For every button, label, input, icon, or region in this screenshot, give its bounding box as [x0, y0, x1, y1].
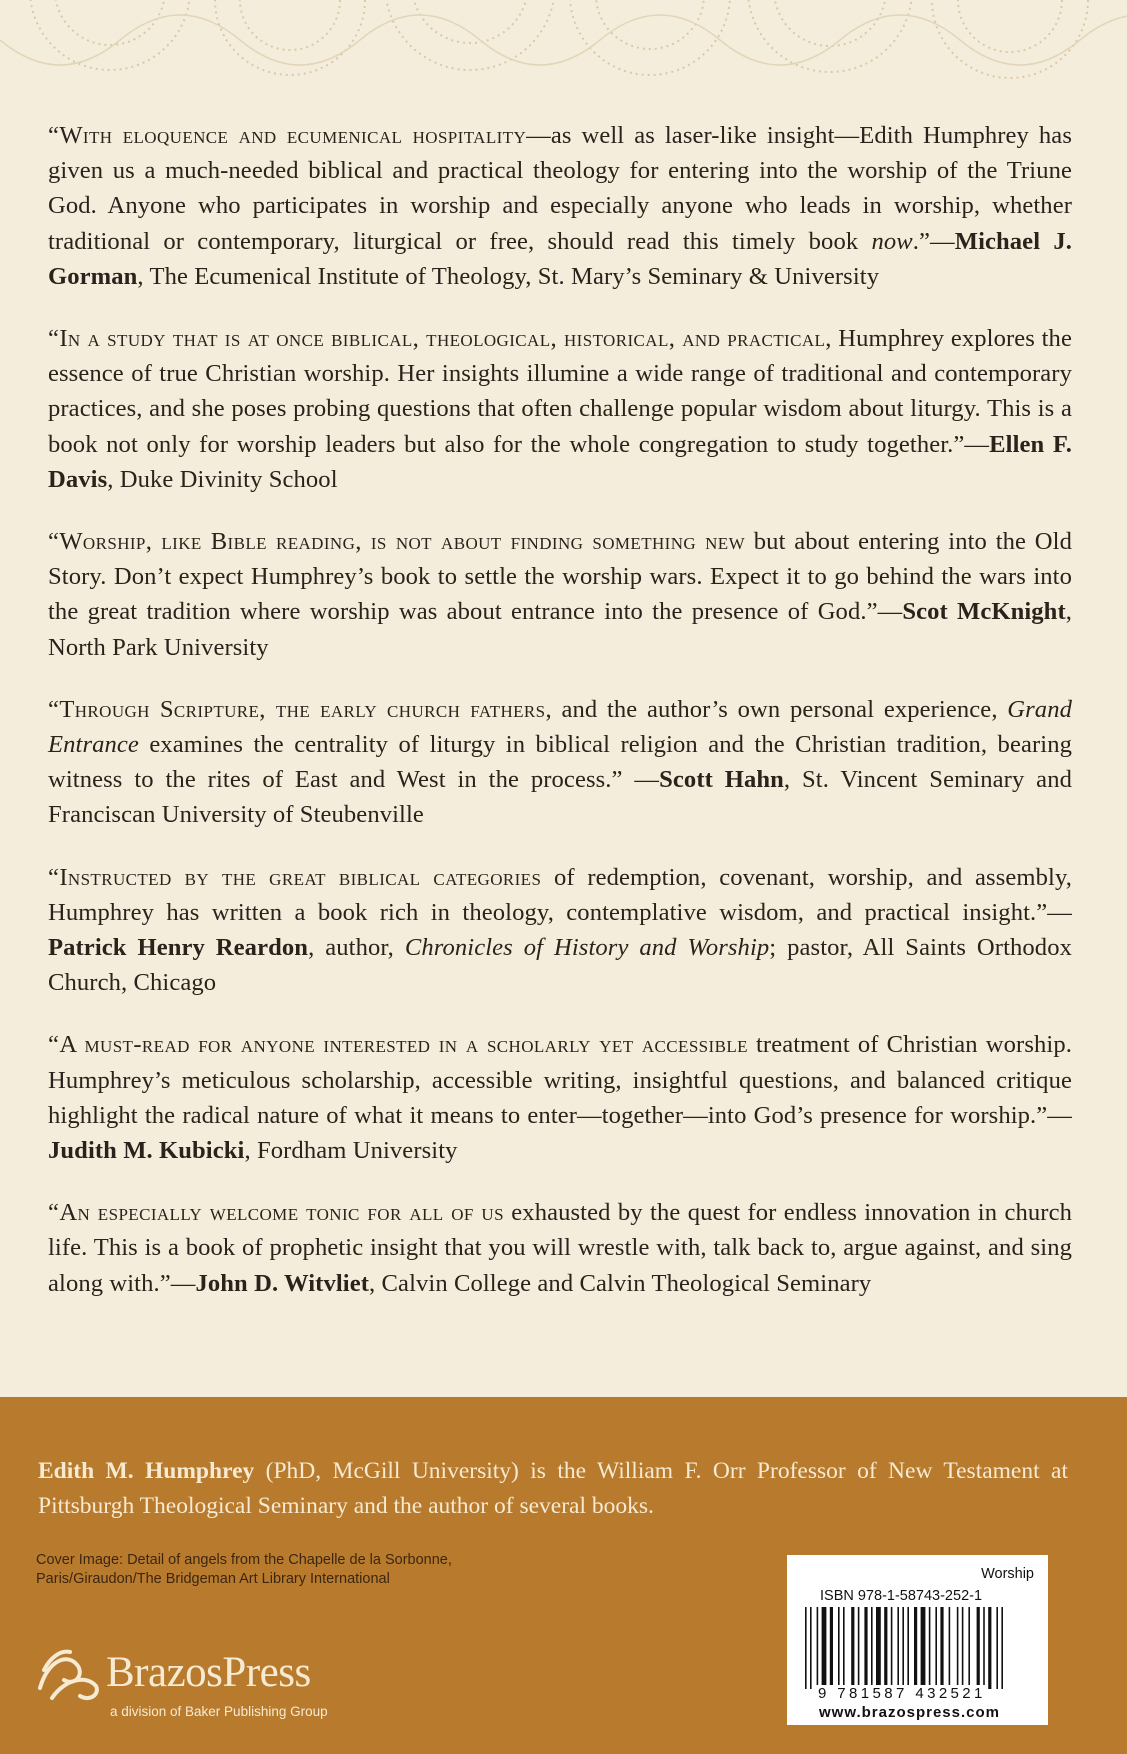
endorsement-5 — [48, 860, 1072, 1001]
quote-author: Patrick Henry Reardon — [48, 934, 309, 962]
quote-author: Scot McKnight — [902, 598, 1066, 626]
endorsement-3 — [48, 524, 1072, 665]
quote-text: exhausted by the quest for endless innovation in church life. This is a book of prophetic insight that you will wrestle with, talk back to, argue against, and sing along with.”— — [48, 1199, 1072, 1297]
barcode-bar — [1001, 1607, 1003, 1689]
barcode-bar — [871, 1607, 873, 1689]
quote-text: treatment of Christian worship. Humphrey’s meticulous scholarship, accessible writing, insightful questions, and balanced critique highlight the radical nature of what it means to enter—together—into God’s presence for worship.”— — [48, 1031, 1072, 1129]
quote-author: Scott Hahn — [659, 766, 784, 794]
barcode-panel — [787, 1555, 1048, 1725]
barcode-digits: 9 781587 432521 — [818, 1685, 986, 1702]
barcode-bars — [801, 1607, 1036, 1689]
quote-text: of redemption, covenant, worship, and assembly, Humphrey has written a book rich in theology, contemplative wisdom, and practical insight.”— — [48, 863, 1073, 926]
endorsement-6 — [48, 1027, 1072, 1168]
credit-line-2: Paris/Giraudon/The Bridgeman Art Library International — [36, 1571, 390, 1587]
quote-affiliation: , St. Vincent Seminary and Franciscan University of Steubenville — [48, 766, 1072, 829]
quote-affiliation: , Calvin College and Calvin Theological Seminary — [369, 1269, 872, 1297]
barcode-bar — [914, 1607, 917, 1689]
quote-book-title: Chronicles of History and Worship — [404, 934, 770, 962]
quote-lead: “In a study that is at once biblical, theological, historical, and practical — [48, 325, 826, 353]
publisher-tagline: a division of Baker Publishing Group — [110, 1704, 328, 1719]
barcode-bar — [876, 1607, 881, 1689]
endorsements — [48, 118, 1072, 1328]
author-name: Edith M. Humphrey — [38, 1457, 255, 1484]
bisac-category: Worship — [981, 1566, 1034, 1582]
barcode-bar — [822, 1607, 827, 1689]
quote-lead: “Through Scripture, the early church fathers — [48, 695, 546, 723]
barcode-bar — [864, 1607, 867, 1689]
barcode-bar — [940, 1607, 943, 1689]
barcode-bar — [968, 1607, 970, 1689]
quote-affiliation-tail: ; pastor, All Saints Orthodox Church, Chicago — [48, 934, 1073, 997]
quote-author: Ellen F. Davis — [48, 430, 1072, 493]
quote-text: , Humphrey explores the essence of true Christian worship. Her insights illumine a wide range of traditional and contemporary practices, and she poses probing questions that often challenge popular wisdom about liturgy. This is a book not only for worship leaders but also for the whole congregation to study together.”— — [48, 325, 1072, 458]
quote-affiliation: , Duke Divinity School — [107, 465, 338, 493]
barcode-bar — [805, 1607, 807, 1689]
barcode-bar — [935, 1607, 937, 1689]
barcode-bar — [988, 1607, 991, 1689]
brazos-logo-icon — [34, 1640, 104, 1710]
quote-author: Michael J. Gorman — [48, 227, 1073, 290]
quote-text-tail: .”— — [912, 227, 955, 255]
endorsement-7 — [48, 1195, 1072, 1301]
barcode-bar — [949, 1607, 951, 1689]
quote-lead: “An especially welcome tonic for all of us — [48, 1199, 504, 1227]
endorsement-4 — [48, 692, 1072, 833]
quote-lead: “A must-read for anyone interested in a scholarly yet accessible — [48, 1031, 748, 1059]
barcode-bar — [921, 1607, 926, 1689]
barcode-bar — [838, 1607, 840, 1689]
barcode-bar — [962, 1607, 964, 1689]
barcode-bar — [858, 1607, 860, 1689]
barcode-bar — [977, 1607, 980, 1689]
endorsement-2 — [48, 321, 1072, 497]
quote-text-pre: , and the author’s own personal experience, — [545, 695, 1008, 723]
barcode-bar — [907, 1607, 909, 1689]
credit-line-1: Cover Image: Detail of angels from the Chapelle de la Sorbonne, — [36, 1552, 452, 1568]
barcode-bar — [884, 1607, 887, 1689]
quote-lead: “Instructed by the great biblical categories — [48, 863, 542, 891]
quote-affiliation: , author, — [308, 934, 405, 962]
barcode-bar — [817, 1607, 819, 1689]
barcode-bar — [929, 1607, 931, 1689]
barcode-bar — [983, 1607, 985, 1689]
barcode-bar — [810, 1607, 812, 1689]
publisher-url: www.brazospress.com — [819, 1704, 1000, 1721]
barcode-bar — [996, 1607, 998, 1689]
barcode-bar — [851, 1607, 854, 1689]
endorsement-1 — [48, 118, 1072, 294]
isbn-label: ISBN 978-1-58743-252-1 — [820, 1588, 983, 1604]
barcode-bar — [957, 1607, 959, 1689]
quote-affiliation: , Fordham University — [244, 1137, 458, 1165]
quote-book-title: Grand Entrance — [48, 695, 1072, 759]
barcode-bar — [891, 1607, 893, 1689]
quote-text: but about entering into the Old Story. Don’t expect Humphrey’s book to settle the worship wars. Expect it to go behind the wars into the great tradition where worship was about entrance into the presence of God.”— — [48, 528, 1072, 626]
publisher-logo — [34, 1632, 394, 1742]
quote-text: —as well as laser-like insight—Edith Humphrey has given us a much-needed biblical and practical theology for entering into the worship of the Triune God. Anyone who participates in worship and especially anyone who leads in worship, whether traditional or contemporary, liturgical or free, should read this timely book — [48, 122, 1072, 255]
quote-lead: “With eloquence and ecumenical hospitality — [48, 122, 527, 149]
quote-emphasis: now — [871, 227, 913, 255]
author-bio — [38, 1454, 1068, 1524]
cover-image-credit — [36, 1551, 596, 1589]
publisher-name: BrazosPress — [106, 1649, 311, 1696]
lace-ornament — [0, 0, 1127, 110]
barcode-bar — [830, 1607, 833, 1689]
quote-author: John D. Witvliet — [195, 1269, 370, 1297]
author-bio-text: (PhD, McGill University) is the William F. Orr Professor of New Testament at Pittsburgh Theological Seminary and the author of several books. — [38, 1457, 1068, 1519]
quote-text: examines the centrality of liturgy in biblical religion and the Christian tradition, bearing witness to the rites of East and West in the process.” — — [48, 731, 1072, 794]
quote-author: Judith M. Kubicki — [48, 1137, 245, 1165]
barcode-bar — [902, 1607, 904, 1689]
quote-affiliation: , North Park University — [48, 598, 1072, 661]
barcode-bar — [843, 1607, 845, 1689]
quote-lead: “Worship, like Bible reading, is not about finding something new — [48, 528, 746, 556]
quote-affiliation: , The Ecumenical Institute of Theology, St. Mary’s Seminary & University — [137, 262, 880, 290]
barcode-bar — [897, 1607, 899, 1689]
